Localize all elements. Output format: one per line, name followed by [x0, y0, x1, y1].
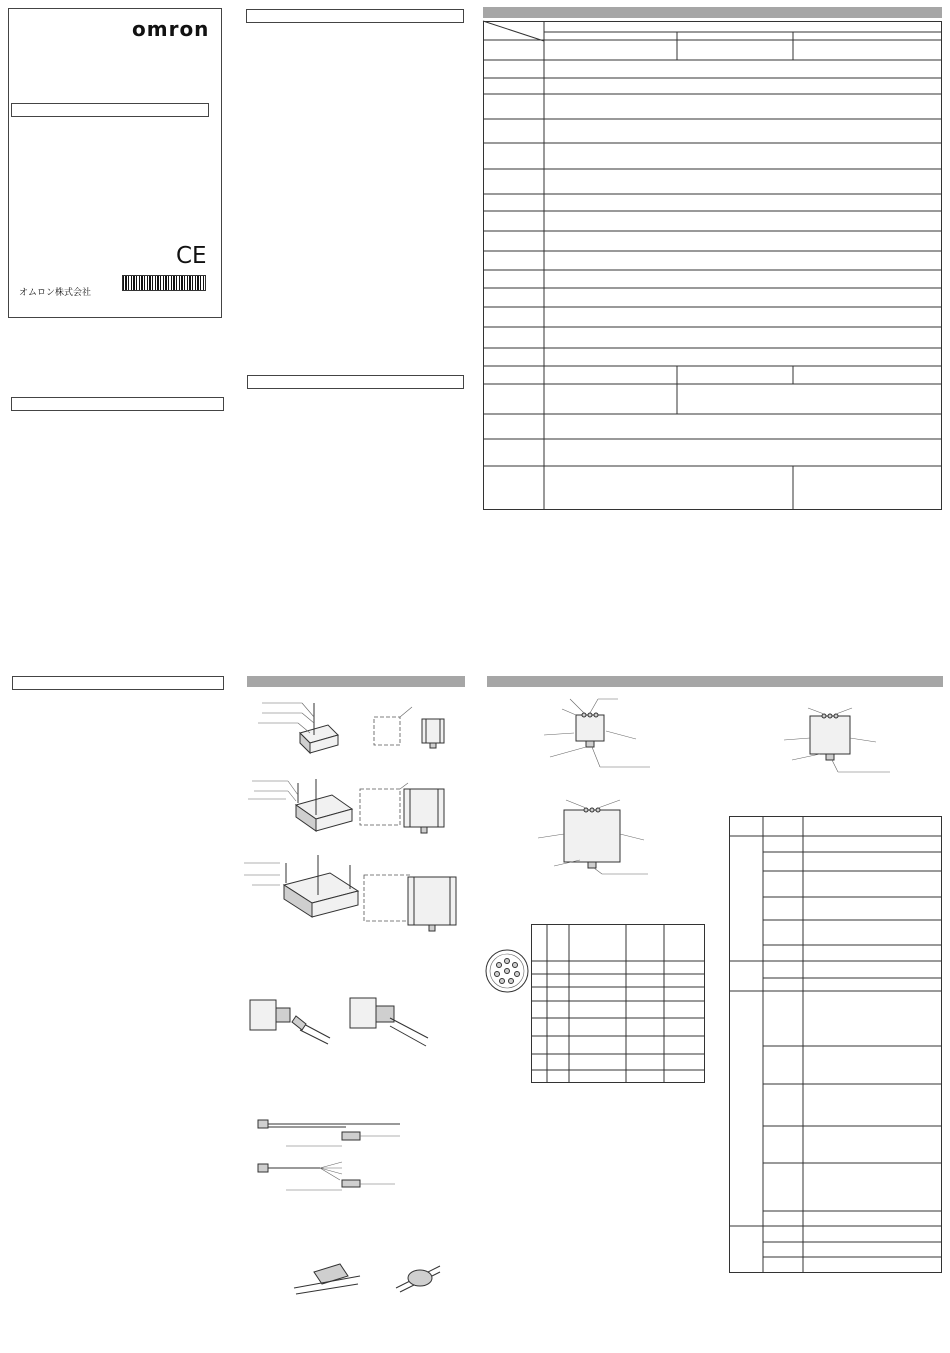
cover-title-box: [11, 103, 209, 117]
small-antenna-iso-drawing: [258, 703, 338, 753]
medium-antenna-iso-drawing: [248, 779, 352, 831]
section-header-box: [246, 9, 464, 23]
cable-drawings: [250, 1112, 410, 1197]
spec-section-bar: [483, 7, 942, 18]
section-header-box: [12, 676, 224, 690]
large-antenna-front-drawing: [408, 877, 456, 931]
connector-after-drawing: [350, 998, 428, 1046]
omron-logo: omron: [132, 17, 210, 41]
small-antenna-side-drawing: [374, 707, 412, 745]
spec-table: [483, 21, 943, 511]
antenna-medium-indicator-diagram: [536, 794, 656, 878]
large-antenna-iso-drawing: [244, 855, 358, 917]
dimension-drawings: [240, 695, 470, 950]
cover-panel: [8, 8, 222, 318]
antenna-large-indicator-diagram: [780, 698, 900, 776]
indicator-table: [729, 816, 943, 1274]
connector-pin-face-icon: [484, 948, 530, 994]
small-antenna-front-drawing: [422, 719, 444, 748]
connector-before-drawing: [250, 1000, 330, 1044]
medium-antenna-front-drawing: [404, 789, 444, 833]
nomenclature-section-bar: [487, 676, 943, 687]
ce-mark-icon: CE: [176, 243, 207, 269]
antenna-small-indicator-diagram: [540, 695, 660, 775]
ferrite-core-drawings: [290, 1258, 450, 1298]
company-name: オムロン株式会社: [19, 287, 92, 297]
medium-antenna-side-drawing: [360, 783, 408, 825]
pin-assignment-table: [531, 924, 706, 1084]
connector-drawings: [240, 988, 470, 1048]
large-antenna-side-drawing: [364, 875, 410, 921]
cable-with-plug-drawing: [258, 1120, 400, 1146]
section-header-box: [11, 397, 224, 411]
section-header-box: [247, 375, 464, 389]
ferrite-open-drawing: [294, 1264, 360, 1294]
spec-row-lines: [483, 40, 942, 466]
dimensions-section-bar: [247, 676, 465, 687]
cable-loose-wires-drawing: [258, 1162, 395, 1190]
barcode-icon: [122, 275, 206, 291]
ferrite-closed-drawing: [396, 1266, 440, 1292]
